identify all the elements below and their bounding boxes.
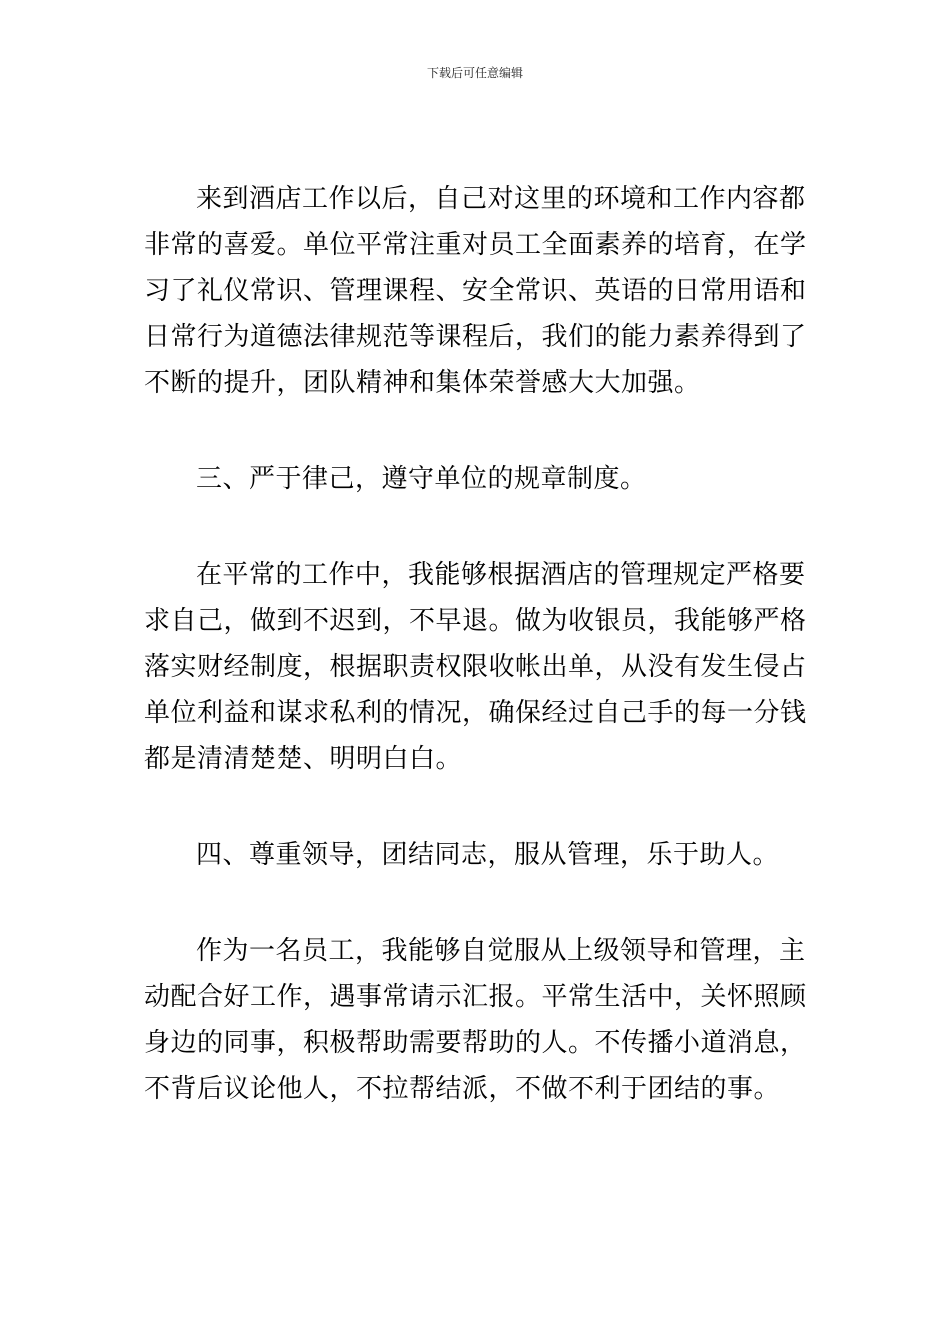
document-body: [144, 176, 808, 1112]
paragraph-hotel-work: 来到酒店工作以后，自己对这里的环境和工作内容都非常的喜爱。单位平常注重对员工全面素养的培育，在学习了礼仪常识、管理课程、安全常识、英语的日常用语和日常行为道德法律规范等课程后，我们的能力素养得到了不断的提升，团队精神和集体荣誉感大大加强。: [144, 184, 807, 398]
paragraph-spacer: [144, 878, 808, 928]
paragraph-respect: 作为一名员工，我能够自觉服从上级领导和管理，主动配合好工作，遇事常请示汇报。平常生活中，关怀照顾身边的同事，积极帮助需要帮助的人。不传播小道消息，不背后议论他人，不拉帮结派，不做不利于团结的事。: [144, 936, 807, 1104]
paragraph-spacer: [144, 782, 808, 832]
paragraph-spacer: [144, 406, 808, 456]
paragraph-spacer: [144, 502, 808, 552]
section-heading-discipline: 三、严于律己，遵守单位的规章制度。: [196, 464, 647, 494]
paragraph-discipline: 在平常的工作中，我能够根据酒店的管理规定严格要求自己，做到不迟到，不早退。做为收银员，我能够严格落实财经制度，根据职责权限收帐出单，从没有发生侵占单位利益和谋求私利的情况，确保经过自己手的每一分钱都是清清楚楚、明明白白。: [144, 560, 807, 774]
section-heading-respect: 四、尊重领导，团结同志，服从管理，乐于助人。: [196, 840, 780, 870]
page-header: 下载后可任意编辑: [426, 66, 523, 80]
